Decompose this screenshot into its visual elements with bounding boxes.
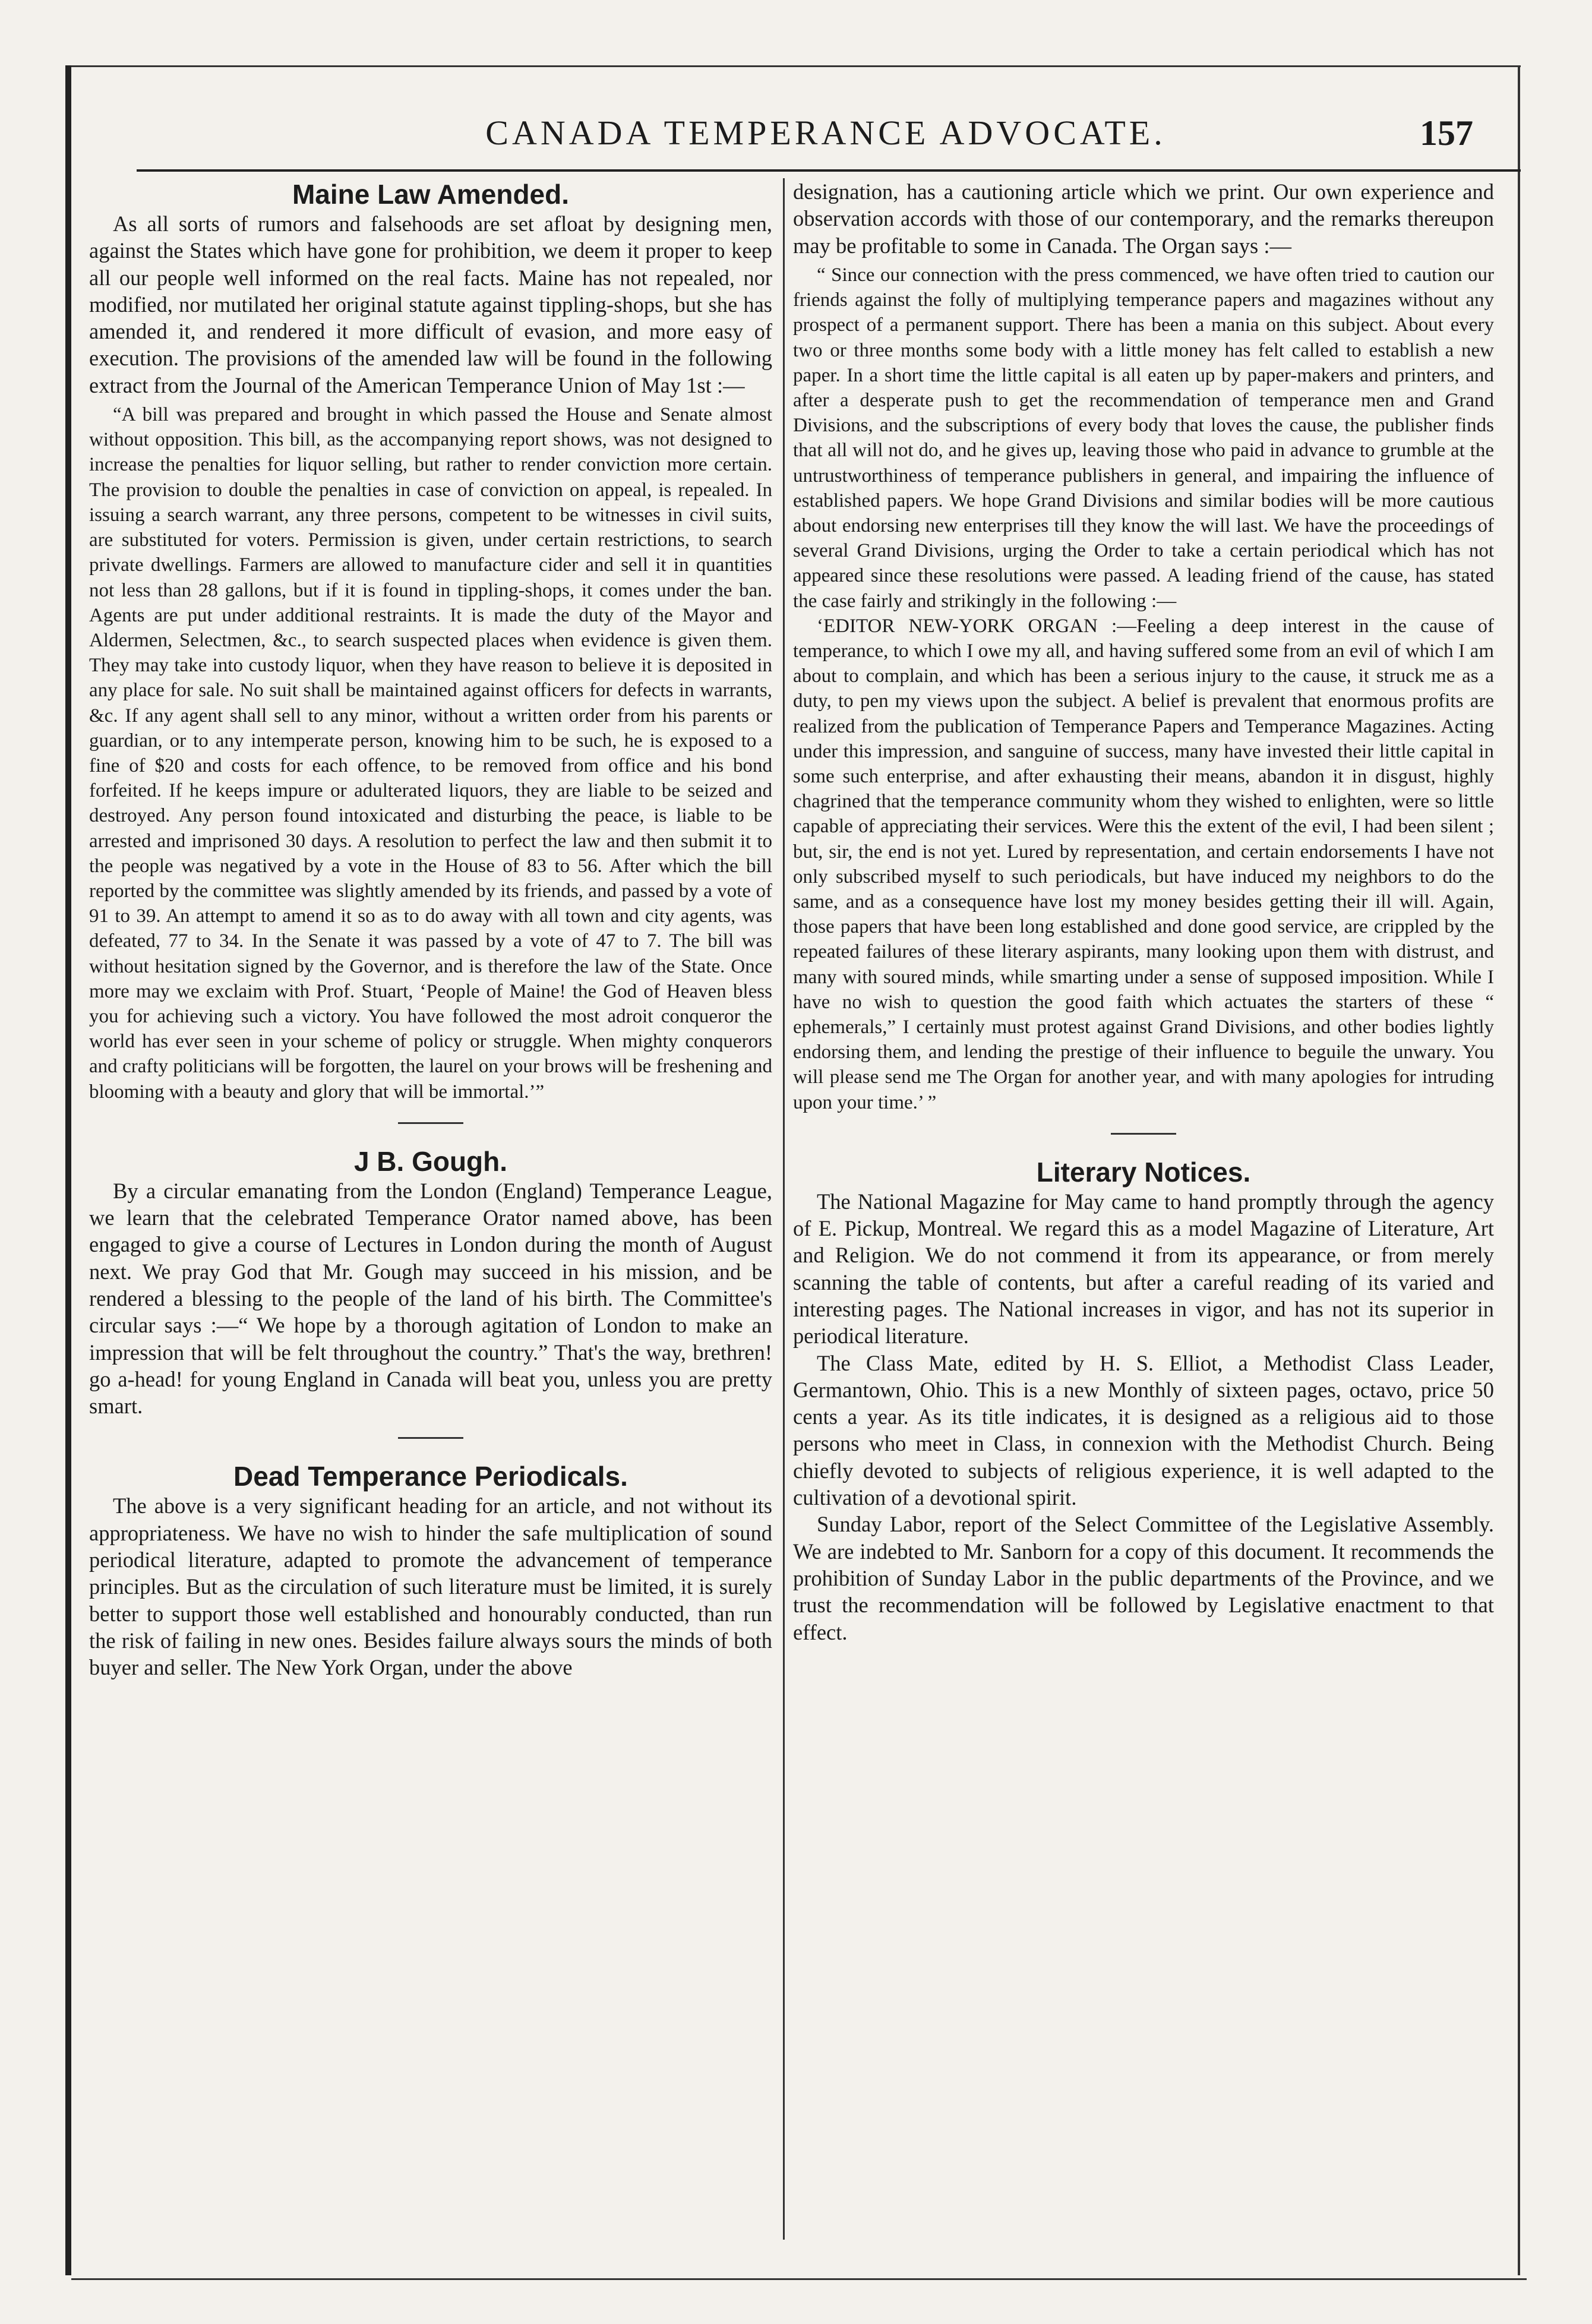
section-separator [398,1437,463,1439]
notice-sunday-labor: Sunday Labor, report of the Select Committee of the Legislative Assembly. We are indebted to Mr. Sanborn for a copy of this document. It recommends the prohibition of Sunday Labor in the public departments of the Province, and we trust the recommendation will be followed by Legislative enactment to that effect. [793,1512,1494,1644]
article-dead-periodicals [89,1460,772,1681]
article-quote: “ Since our connection with the press commenced, we have often tried to caution our friends against the folly of multiplying temperance papers and magazines without any prospect of a permanent support. There has been a mania on this subject. About every two or three months some body with a little money has felt called to establish a new paper. In a short time the little capital is all eaten up by paper-makers and printers, and after a desperate push to get the recommendation of temperance men and Grand Divisions, and the subscriptions of every body that loves the cause, the publisher finds that all will not do, and he gives up, leaving those who paid in advance to grumble at the untrustworthiness of temperance publishers in general, and impairing the influence of established papers. We hope Grand Divisions and similar bodies will be more cautious about endorsing new enterprises till they know the will last. We have the proceedings of several Grand Divisions, urging the Order to take a certain periodical which has not appeared since these resolutions were passed. A leading friend of the cause, has stated the case fairly and strikingly in the following :— [793,264,1494,612]
section-separator [1111,1133,1176,1135]
left-column [89,178,772,1681]
header-rule [137,169,1521,172]
page-top-edge [71,65,1521,67]
page-bottom-edge [71,2278,1527,2280]
article-quote-letter: ‘EDITOR NEW-YORK ORGAN :—Feeling a deep interest in the cause of temperance, to which I owe my all, and having suffered some from an evil of which I am about to complain, and which has been a serious injury to the cause, it struck me as a duty, to pen my views upon the subject. A belief is prevalent that enormous profits are realized from the publication of Temperance Papers and Temperance Magazines. Acting under this impression, and sanguine of success, many have invested their little capital in some such enterprise, and after exhausting their means, abandon it in disgust, highly chagrined that the temperance community whom they wished to enlighten, were so little capable of appreciating their services. Were this the extent of the evil, I had been silent ; but, sir, the end is not yet. Lured by representation, and certain endorsements I have not only subscribed myself to such periodicals, but have induced my neighbors to do the same, and as a consequence have lost my money besides getting their ill will. Again, those papers that have been long established and done good service, are crippled by the repeated failures of these literary aspirants, many looking upon them with distrust, and many with soured minds, while smarting under a sense of supposed imposition. While I have no wish to question the good faith which actuates the starters of these “ ephemerals,” I certainly must protest against Grand Divisions, and other bodies lightly endorsing them, and lending the prestige of their influence to beguile the unwary. You will please send me The Organ for another year, and with many apologies for intruding upon your time.’ ” [793,615,1494,1113]
page-binding-edge [65,65,71,2275]
section-separator [398,1122,463,1124]
article-title: Dead Temperance Periodicals. [233,1461,628,1492]
article-body: As all sorts of rumors and falsehoods are set afloat by designing men, against the States which have gone for prohibition, we deem it proper to keep all our people well informed on the real facts. Maine has not repealed, nor modified, nor mutilated her original statute against tippling-shops, but she has amended it, and rendered it more difficult of evasion, and more easy of execution. The provisions of the amended law will be found in the following extract from the Journal of the American Temperance Union of May 1st :— [89,211,772,397]
article-literary-notices [793,1156,1494,1646]
article-dead-periodicals-continued [793,178,1494,1115]
notice-national-magazine: The National Magazine for May came to hand promptly through the agency of E. Pickup, Montreal. We regard this as a model Magazine of Literature, Art and Religion. We do not commend it from its appearance, or from merely scanning the table of contents, but after a careful reading of its varied and interesting pages. The National increases in vigor, and has not its superior in periodical literature. [793,1189,1494,1349]
column-divider [783,178,785,2240]
page-right-edge [1518,65,1520,2275]
right-column [793,178,1494,1646]
newspaper-title: CANADA TEMPERANCE ADVOCATE. [485,113,1166,152]
article-title: Maine Law Amended. [292,179,570,210]
article-body: The above is a very significant heading for an article, and not without its appropriateness. We have no wish to hinder the safe multiplication of sound periodical literature, adapted to promote the advancement of temperance principles. But as the circulation of such literature must be limited, it is surely better to support those well established and honourably conducted, than run the risk of failing in new ones. Besides failure always sours the minds of both buyer and seller. The New York Organ, under the above [89,1493,772,1680]
page-number: 157 [1420,113,1473,153]
article-body-continued: designation, has a cautioning article which we print. Our own experience and observation accords with those of our contemporary, and the remarks thereupon may be profitable to some in Canada. The Organ says :— [793,179,1494,258]
article-gough [89,1145,772,1420]
notice-class-mate: The Class Mate, edited by H. S. Elliot, a Methodist Class Leader, Germantown, Ohio. This is a new Monthly of sixteen pages, octavo, price 50 cents a year. As its title indicates, it is designed as a religious aid to those persons who meet in Class, in connexion with the Methodist Church. Being chiefly devoted to subjects of religious experience, it is well adapted to the cultivation of a devotional spirit. [793,1350,1494,1510]
article-title: J B. Gough. [353,1145,508,1177]
article-body: By a circular emanating from the London (England) Temperance League, we learn that the celebrated Temperance Orator named above, has been engaged to give a course of Lectures in London during the month of August next. We pray God that Mr. Gough may succeed in his mission, and be rendered a blessing to the people of the land of his birth. The Committee's circular says :—“ We hope by a thorough agitation of London to make an impression that will be felt throughout the country.” That's the way, brethren! go a-head! for young England in Canada will beat you, unless you are pretty smart. [89,1178,772,1419]
page-header [143,113,1509,166]
article-quote: “A bill was prepared and brought in which passed the House and Senate almost without opposition. This bill, as the accompanying report shows, was not designed to increase the penalties for liquor selling, but rather to render conviction more certain. The provision to double the penalties in case of conviction on appeal, is repealed. In issuing a search warrant, any three persons, competent to be witnesses in civil suits, are substituted for voters. Permission is given, under certain restrictions, to search private dwellings. Farmers are allowed to manufacture cider and sell it in quantities not less than 28 gallons, but if it is found in tippling-shops, it comes under the ban. Agents are put under additional restraints. It is made the duty of the Mayor and Aldermen, Selectmen, &c., to search suspected places when evidence is given them. They may take into custody liquor, when they have reason to believe it is deposited in any place for sale. No suit shall be maintained against officers for defects in warrants, &c. If any agent shall sell to any minor, without a written order from his parents or guardian, or to any intemperate person, knowing him to be such, he is exposed to a fine of $20 and costs for each offence, to be removed from office and his bond forfeited. If he keeps impure or adulterated liquors, they are liable to be seized and destroyed. Any person found intoxicated and disturbing the peace, is liable to be arrested and imprisoned 30 days. A resolution to perfect the law and then submit it to the people was negatived by a vote in the House of 83 to 56. After which the bill reported by the committee was slightly amended by its friends, and passed by a vote of 91 to 39. An attempt to amend it so as to do away with all town and city agents, was defeated, 77 to 34. In the Senate it was passed by a vote of 47 to 7. The bill was without hesitation signed by the Governor, and is therefore the law of the State. Once more may we exclaim with Prof. Stuart, ‘People of Maine! the God of Heaven bless you for achieving such a victory. You have followed the most adroit conqueror the world has ever seen in your scheme of policy or struggle. When mighty conquerors and crafty politicians will be forgotten, the laurel on your brows will be freshening and blooming with a beauty and glory that will be immortal.’” [89,404,772,1103]
article-title: Literary Notices. [1036,1156,1251,1188]
article-maine-law [89,178,772,1104]
